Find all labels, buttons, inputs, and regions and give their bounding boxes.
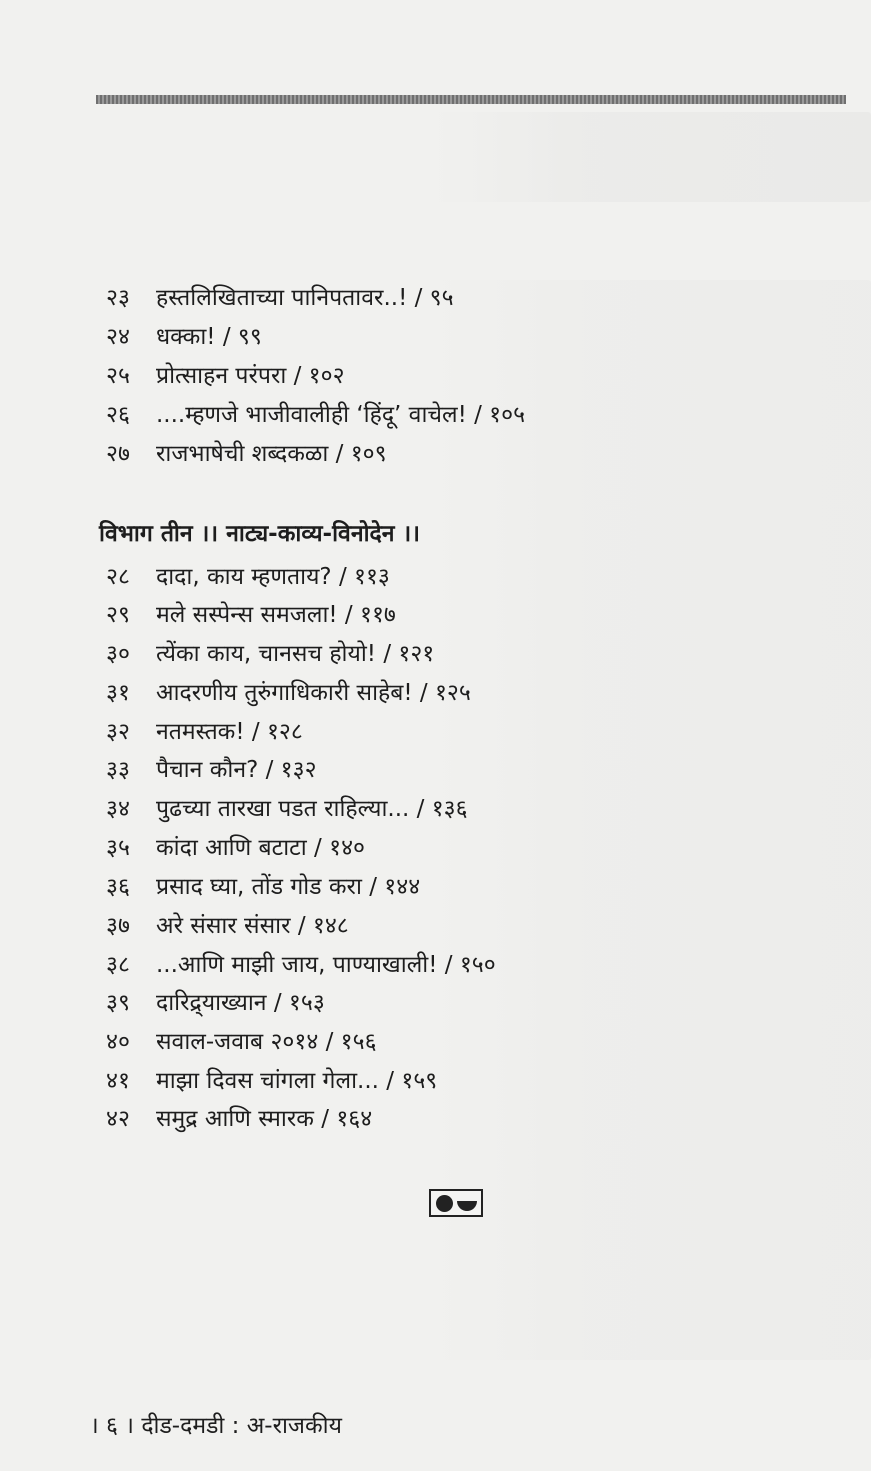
entry-number: ३४ xyxy=(106,796,130,822)
entry-title: राजभाषेची शब्दकळा / १०९ xyxy=(156,441,387,467)
toc-entry-36[interactable] xyxy=(106,873,420,901)
entry-number: २६ xyxy=(106,402,130,428)
toc-entry-41[interactable] xyxy=(106,1067,437,1095)
entry-number: ४१ xyxy=(106,1068,130,1094)
entry-title: समुद्र आणि स्मारक / १६४ xyxy=(156,1106,373,1132)
toc-entry-34[interactable] xyxy=(106,795,468,823)
toc-entry-32[interactable] xyxy=(106,718,303,746)
toc-entry-37[interactable] xyxy=(106,912,349,940)
entry-title: पुढच्या तारखा पडत राहिल्या... / १३६ xyxy=(156,796,468,822)
entry-number: ४२ xyxy=(106,1106,130,1132)
toc-entry-38[interactable] xyxy=(106,951,496,979)
toc-entry-35[interactable] xyxy=(106,834,365,862)
toc-entry-28[interactable] xyxy=(106,563,390,591)
entry-title: प्रोत्साहन परंपरा / १०२ xyxy=(156,363,345,389)
toc-entry-42[interactable] xyxy=(106,1105,372,1133)
entry-number: २७ xyxy=(106,441,130,467)
toc-entry-23[interactable] xyxy=(106,284,454,312)
toc-entry-24[interactable] xyxy=(106,323,262,351)
entry-title: ....म्हणजे भाजीवालीही ‘हिंदू’ वाचेल! / १०५ xyxy=(156,402,526,428)
entry-number: २४ xyxy=(106,324,130,350)
toc-entry-25[interactable] xyxy=(106,362,345,390)
top-rule xyxy=(96,95,846,104)
entry-number: ३२ xyxy=(106,719,130,745)
toc-entry-40[interactable] xyxy=(106,1028,377,1056)
entry-title: पैचान कौन? / १३२ xyxy=(156,757,317,783)
bleed-through-top xyxy=(431,112,871,202)
entry-number: ३६ xyxy=(106,874,130,900)
ornament-half-circle xyxy=(457,1201,477,1211)
entry-number: २५ xyxy=(106,363,130,389)
toc-entry-27[interactable] xyxy=(106,440,387,468)
entry-title: सवाल-जवाब २०१४ / १५६ xyxy=(156,1029,377,1055)
entry-title: त्येंका काय, चानसच होयो! / १२१ xyxy=(156,641,435,667)
toc-entry-26[interactable] xyxy=(106,401,525,429)
bleed-through-list xyxy=(431,280,871,1360)
entry-title: आदरणीय तुरुंगाधिकारी साहेब! / १२५ xyxy=(156,680,471,706)
entry-number: २३ xyxy=(106,285,130,311)
entry-title: माझा दिवस चांगला गेला... / १५९ xyxy=(156,1068,438,1094)
toc-entry-29[interactable] xyxy=(106,601,396,629)
ornament-dot xyxy=(436,1195,453,1212)
entry-title: कांदा आणि बटाटा / १४० xyxy=(156,835,365,861)
entry-title: दादा, काय म्हणताय? / ११३ xyxy=(156,564,390,590)
end-ornament-icon xyxy=(429,1189,483,1217)
entry-title: हस्तलिखिताच्या पानिपतावर..! / ९५ xyxy=(156,285,454,311)
entry-number: ३० xyxy=(106,641,130,667)
entry-title: अरे संसार संसार / १४८ xyxy=(156,913,349,939)
entry-number: ३३ xyxy=(106,757,130,783)
toc-entry-30[interactable] xyxy=(106,640,434,668)
entry-number: ३७ xyxy=(106,913,130,939)
entry-title: धक्का! / ९९ xyxy=(156,324,262,350)
entry-title: मले सस्पेन्स समजला! / ११७ xyxy=(156,602,396,628)
page-footer: । ६ । दीड-दमडी : अ-राजकीय xyxy=(90,1413,342,1439)
entry-title: दारिद्र्याख्यान / १५३ xyxy=(156,990,325,1016)
entry-number: ३९ xyxy=(106,990,130,1016)
entry-number: ४० xyxy=(106,1029,130,1055)
entry-title: प्रसाद घ्या, तोंड गोड करा / १४४ xyxy=(156,874,421,900)
entry-number: ३५ xyxy=(106,835,130,861)
entry-number: २८ xyxy=(106,564,130,590)
entry-title: ...आणि माझी जाय, पाण्याखाली! / १५० xyxy=(156,952,496,978)
entry-number: २९ xyxy=(106,602,130,628)
entry-number: ३८ xyxy=(106,952,130,978)
toc-entry-31[interactable] xyxy=(106,679,471,707)
entry-title: नतमस्तक! / १२८ xyxy=(156,719,303,745)
entry-number: ३१ xyxy=(106,680,130,706)
toc-entry-33[interactable] xyxy=(106,756,317,784)
toc-entry-39[interactable] xyxy=(106,989,325,1017)
section-heading: विभाग तीन ।। नाट्य-काव्य-विनोदेन ।। xyxy=(99,521,420,547)
